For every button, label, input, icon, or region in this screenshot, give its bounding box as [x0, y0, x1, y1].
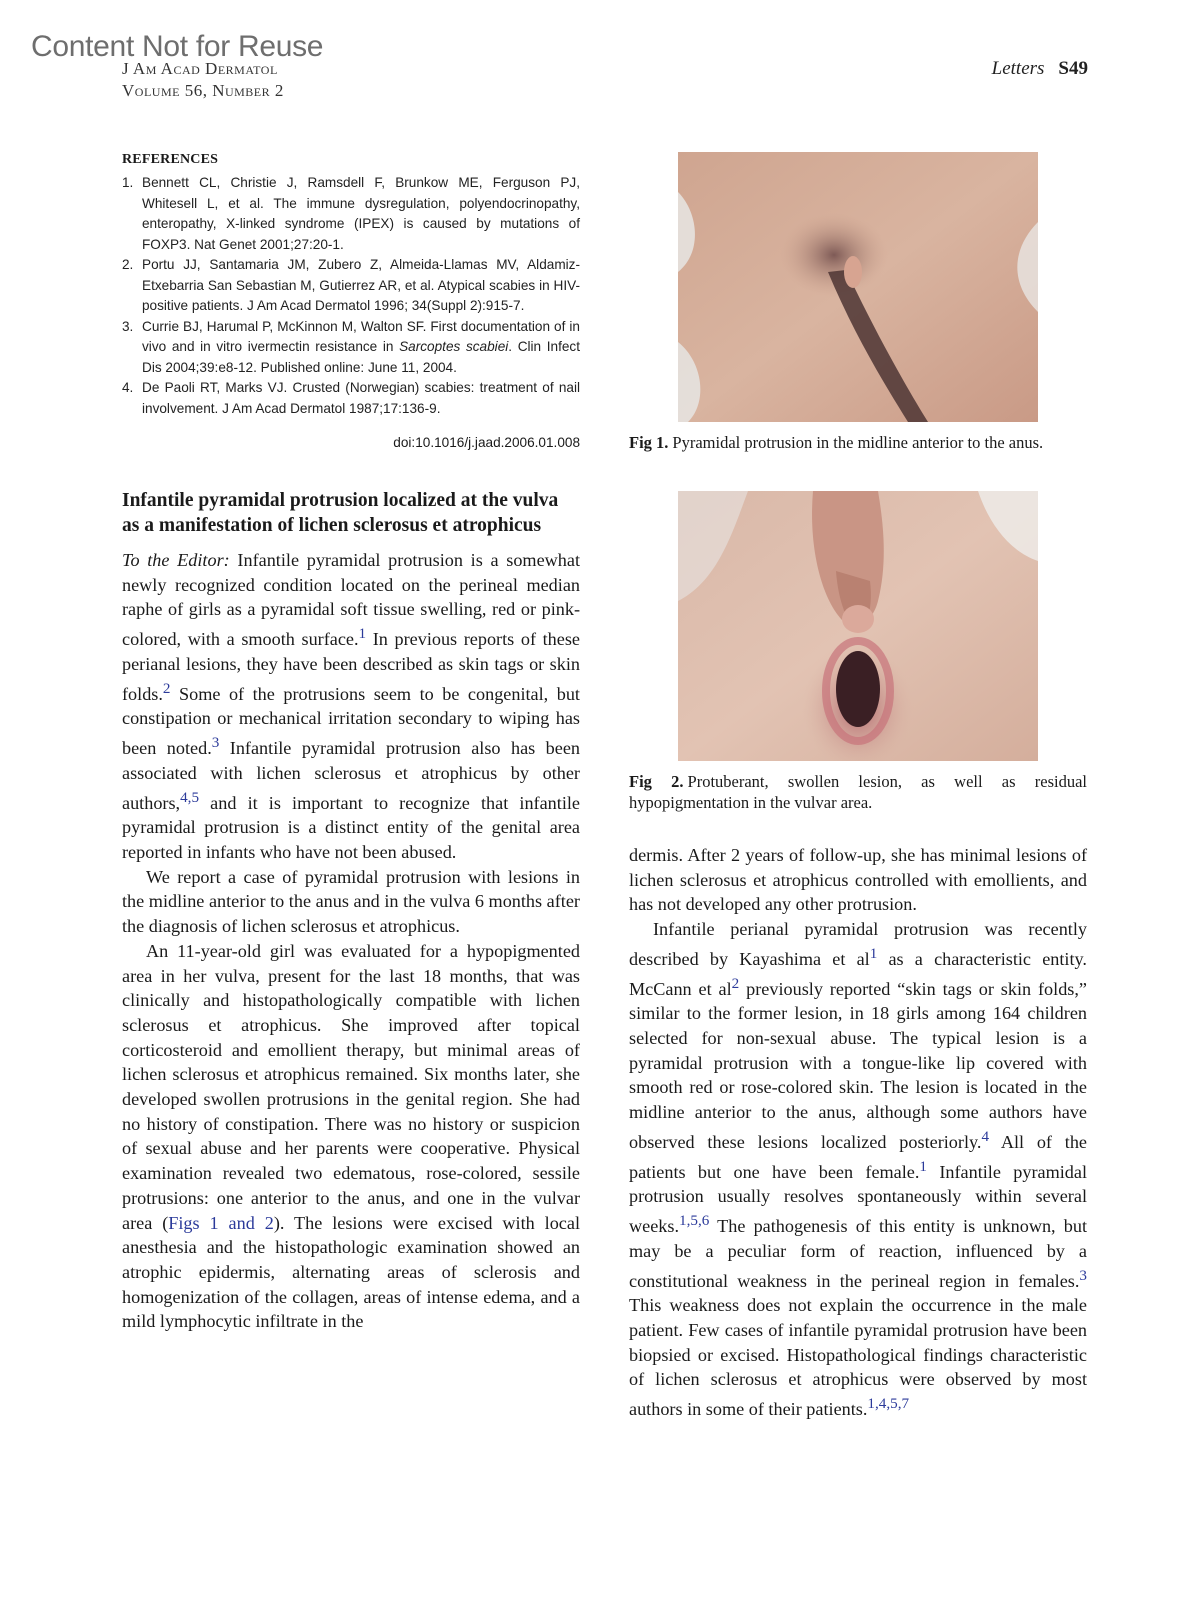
editor-label: To the Editor:: [122, 550, 230, 570]
figure-2-photo: [678, 491, 1038, 761]
citation-link[interactable]: 1: [358, 625, 367, 643]
reference-list: [122, 173, 580, 419]
reference-item: [122, 173, 580, 255]
figure-1-caption: [629, 432, 1087, 453]
running-header-left: [122, 58, 284, 102]
watermark: Content Not for Reuse: [31, 30, 324, 63]
figure-1-photo: [678, 152, 1038, 422]
article-title: Infantile pyramidal protrusion localized at the vulva as a manifestation of lichen sclerosus et atrophicus: [122, 490, 559, 536]
left-column: [122, 152, 580, 1334]
paragraph-3-continued: dermis. After 2 years of follow-up, she has minimal lesions of lichen sclerosus et atrophicus controlled with emollients, and has not developed any other protrusion.: [629, 845, 1087, 915]
article-body-left: [122, 548, 580, 1334]
reference-item: [122, 317, 580, 379]
figure-link[interactable]: Figs 1 and 2: [168, 1212, 274, 1233]
reference-number: 4.: [122, 380, 134, 395]
citation-link[interactable]: 3: [1079, 1266, 1087, 1284]
citation-link[interactable]: 1: [869, 944, 878, 962]
reference-number: 3.: [122, 318, 134, 334]
figure-1: [629, 152, 1087, 453]
paragraph-2: We report a case of pyramidal protrusion with lesions in the midline anterior to the anus and in the vulva 6 months after the diagnosis of lichen sclerosus et atrophicus.: [122, 866, 580, 937]
paragraph-3: An 11-year-old girl was evaluated for a hypopigmented area in her vulva, present for the last 18 months, that was clinically and histopathologically compatible with lichen sclerosus et atrophicus. She improved after topical corticosteroid and emollient therapy, but minimal areas of lichen sclerosus et atrophicus remained. Six months later, she developed swollen protrusions in the genital region. She had no history of constipation. There was no history or suspicion of sexual abuse and her parents were cooperative. Physical examination revealed two edematous, rose-colored, sessile protrusions: one anterior to the anus, and one in the vulvar area (Figs 1 and 2). The lesions were excised with local anesthesia and the histopathologic examination showed an atrophic epidermis, alternating areas of sclerosis and homogenization of the collagen, areas of intense edema, and a mild lymphocytic infiltrate in the: [122, 940, 580, 1332]
citation-link[interactable]: 3: [211, 734, 220, 752]
citation-link[interactable]: 4,5: [180, 788, 200, 806]
references-heading: REFERENCES: [122, 152, 219, 167]
reference-item: [122, 255, 580, 317]
paragraph-4: Infantile perianal pyramidal protrusion was recently described by Kayashima et $al^1$ as a characteristic entity. McCann et $al^2$ previously reported “skin tags or skin folds,” similar to the former lesion, in 18 girls among 164 children selected for non-sexual abuse. The typical lesion is a pyramidal protrusion with a tongue-like lip covered with smooth red or rose-colored skin. The lesion is located in the midline anterior to the anus, although some authors have observed these lesions localized posteriorly.$^4$ All of the patients but one have been female.$^1$ Infantile pyramidal protrusion usually resolves spontaneously within several weeks.$^{1,5,6}$ The pathogenesis of this entity is unknown, but may be a peculiar form of reaction, influenced by a constitutional weakness in the perineal region in females.$^3$ This weakness does not explain the occurrence in the male patient. Few cases of infantile pyramidal protrusion have been biopsied or excised. Histopathological findings characteristic of lichen sclerosus et atrophicus were observed by most authors in some of their patients.$^{1,4,5,7}$: [629, 919, 1088, 1420]
species-name: Sarcoptes scabiei: [399, 339, 509, 354]
citation-link[interactable]: 4: [981, 1127, 990, 1145]
citation-link[interactable]: 2: [162, 679, 171, 697]
figure-2-label: Fig 2.: [629, 772, 684, 791]
page-number: S49: [1058, 58, 1088, 79]
paragraph-3-cont: ). The lesions were excised with local anesthesia and the histopathologic examination showed an atrophic epidermis, alternating areas of sclerosis and homogenization of the collagen, areas of intense edema, and a mild lymphocytic infiltrate in the: [122, 1212, 580, 1332]
citation-link[interactable]: 1,5,6: [679, 1212, 710, 1230]
reference-number: 1.: [122, 175, 134, 190]
article-body-right: [629, 843, 1087, 1422]
figure-1-caption-text: Pyramidal protrusion in the midline anterior to the anus.: [672, 433, 1044, 452]
figure-2: [629, 491, 1087, 813]
paragraph-1: To the Editor: Infantile pyramidal protrusion is a somewhat newly recognized condition located on the perineal median raphe of girls as a pyramidal soft tissue swelling, red or pink-colored, with a smooth surface.$^1$ In previous reports of these perianal lesions, they have been described as skin tags or skin folds.$^2$ Some of the protrusions seem to be congenital, but constipation or mechanical irritation secondary to wiping has been noted.$^3$ Infantile pyramidal protrusion also has been associated with lichen sclerosus et atrophicus by other authors,$^{4,5}$ and it is important to recognize that infantile pyramidal protrusion is a distinct entity of the genital area reported in infants who have not been abused.: [122, 550, 581, 862]
running-header-right: [992, 58, 1088, 80]
section-name: Letters: [991, 58, 1045, 79]
reference-text: De Paoli RT, Marks VJ. Crusted (Norwegian) scabies: treatment of nail involvement. J Am Acad Dermatol 1987;17:136-9.: [142, 380, 580, 416]
figure-2-caption: [629, 771, 1087, 813]
volume-number: Volume 56, Number 2: [122, 81, 284, 100]
figure-2-caption-text: Protuberant, swollen lesion, as well as residual hypopigmentation in the vulvar area.: [629, 772, 1087, 812]
citation-link[interactable]: 1,4,5,7: [867, 1395, 910, 1413]
figure-1-label: Fig 1.: [629, 433, 669, 452]
reference-text: Portu JJ, Santamaria JM, Zubero Z, Almeida-Llamas MV, Aldamiz-Etxebarria San Sebastian M, Gutierrez AR, et al. Atypical scabies in HIV-positive patients. J Am Acad Dermatol 1996; 34(Suppl 2):915-7.: [142, 257, 580, 313]
citation-link[interactable]: 1: [919, 1157, 927, 1175]
reference-item: [122, 378, 580, 419]
right-column: [629, 152, 1087, 1422]
reference-text: Currie BJ, Harumal P, McKinnon M, Walton SF. First documentation of in vivo and in vitro ivermectin resistance in Sarcoptes scabiei. Clin Infect Dis 2004;39:e8-12. Published online: June 11, 2004.: [142, 318, 581, 375]
citation-link[interactable]: 2: [731, 974, 740, 992]
journal-name: J Am Acad Dermatol: [122, 59, 278, 78]
reference-number: 2.: [122, 257, 134, 272]
reference-text: Bennett CL, Christie J, Ramsdell F, Brunkow ME, Ferguson PJ, Whitesell L, et al. The immune dysregulation, polyendocrinopathy, enteropathy, X-linked syndrome (IPEX) is caused by mutations of FOXP3. Nat Genet 2001;27:20-1.: [142, 175, 580, 252]
doi[interactable]: doi:10.1016/j.jaad.2006.01.008: [393, 435, 580, 450]
